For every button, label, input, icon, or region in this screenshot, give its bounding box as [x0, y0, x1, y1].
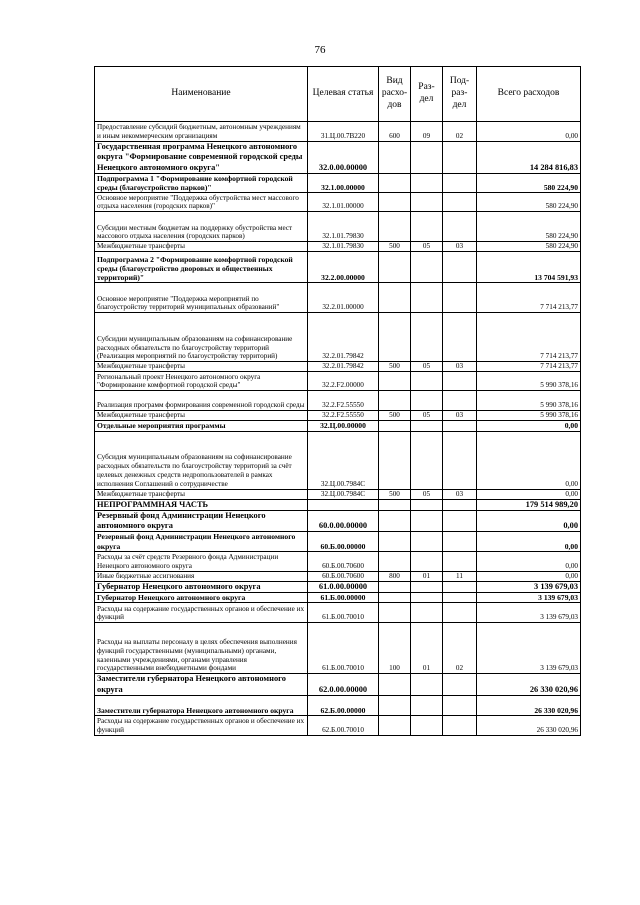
row-vid-cell: [379, 252, 411, 283]
row-razdel-cell: [411, 532, 443, 552]
row-podrazdel-cell: [443, 715, 477, 735]
row-razdel-cell: [411, 551, 443, 571]
table-row: [95, 411, 581, 421]
row-vid-cell: [379, 421, 411, 431]
row-name-cell: Подпрограмма 1 "Формирование комфортной городской среды (благоустройство парков)": [95, 173, 308, 193]
row-code-cell: 32.2.01.79842: [308, 313, 379, 362]
row-total-cell: 7 714 213,77: [477, 313, 581, 362]
row-vid-cell: 500: [379, 242, 411, 252]
row-podrazdel-cell: 03: [443, 362, 477, 372]
table-row: [95, 252, 581, 283]
row-vid-cell: [379, 391, 411, 411]
row-total-cell: 3 139 679,03: [477, 623, 581, 674]
row-total-cell: 26 330 020,96: [477, 715, 581, 735]
row-podrazdel-cell: [443, 532, 477, 552]
row-code-cell: 32.Ц.00.7984С: [308, 489, 379, 499]
row-total-cell: 5 990 378,16: [477, 411, 581, 421]
row-razdel-cell: 01: [411, 623, 443, 674]
row-name-cell: Заместители губернатора Ненецкого автономного округа: [95, 674, 308, 696]
row-podrazdel-cell: [443, 142, 477, 174]
row-razdel-cell: [411, 372, 443, 391]
row-code-cell: 32.1.01.00000: [308, 193, 379, 212]
row-code-cell: 60.Б.00.00000: [308, 532, 379, 552]
table-row: [95, 551, 581, 571]
row-podrazdel-cell: 03: [443, 411, 477, 421]
row-name-cell: Расходы за счёт средств Резервного фонда Администрации Ненецкого автономного округа: [95, 551, 308, 571]
header-razdel: Раз-дел: [411, 67, 443, 122]
row-podrazdel-cell: 03: [443, 489, 477, 499]
table-row: [95, 623, 581, 674]
header-code: Целевая статья: [308, 67, 379, 122]
row-razdel-cell: [411, 212, 443, 242]
row-podrazdel-cell: [443, 551, 477, 571]
row-name-cell: Расходы на содержание государственных органов и обеспечение их функций: [95, 715, 308, 735]
row-total-cell: 0,00: [477, 489, 581, 499]
table-row: [95, 372, 581, 391]
row-name-cell: Региональный проект Ненецкого автономного округа "Формирование комфортной городской среды": [95, 372, 308, 391]
table-row: [95, 313, 581, 362]
header-vid: Вид расхо-дов: [379, 67, 411, 122]
row-name-cell: Субсидия муниципальным образованиям на софинансирование расходных обязательств по благоустройству территорий за счёт целевых денежных средств недропользователей в рамках исполнения Соглашений о сотрудничестве: [95, 431, 308, 489]
row-total-cell: 3 139 679,03: [477, 593, 581, 603]
row-podrazdel-cell: [443, 193, 477, 212]
row-vid-cell: [379, 581, 411, 592]
row-razdel-cell: 01: [411, 571, 443, 581]
row-razdel-cell: [411, 499, 443, 510]
row-vid-cell: [379, 283, 411, 313]
row-podrazdel-cell: [443, 603, 477, 623]
row-razdel-cell: [411, 593, 443, 603]
row-total-cell: 0,00: [477, 122, 581, 142]
row-razdel-cell: 05: [411, 411, 443, 421]
page-number: 76: [314, 44, 326, 56]
row-code-cell: 32.1.01.79830: [308, 212, 379, 242]
table-row: [95, 122, 581, 142]
row-total-cell: 26 330 020,96: [477, 674, 581, 696]
row-name-cell: Подпрограмма 2 "Формирование комфортной городской среды (благоустройство дворовых и общественных территорий)": [95, 252, 308, 283]
row-code-cell: [308, 499, 379, 510]
row-vid-cell: [379, 173, 411, 193]
row-name-cell: Отдельные мероприятия программы: [95, 421, 308, 431]
row-total-cell: 5 990 378,16: [477, 372, 581, 391]
row-total-cell: 0,00: [477, 431, 581, 489]
row-vid-cell: [379, 212, 411, 242]
row-podrazdel-cell: [443, 695, 477, 715]
row-vid-cell: [379, 695, 411, 715]
row-razdel-cell: [411, 391, 443, 411]
table-row: [95, 362, 581, 372]
row-razdel-cell: [411, 252, 443, 283]
row-total-cell: 14 284 816,83: [477, 142, 581, 174]
row-vid-cell: [379, 313, 411, 362]
row-vid-cell: [379, 499, 411, 510]
row-code-cell: 62.Б.00.00000: [308, 695, 379, 715]
row-total-cell: 3 139 679,03: [477, 581, 581, 592]
row-name-cell: Субсидии местным бюджетам на поддержку обустройства мест массового отдыха населения (городских парков): [95, 212, 308, 242]
table-row: [95, 212, 581, 242]
row-code-cell: 60.Б.00.70600: [308, 551, 379, 571]
row-code-cell: 31.Ц.00.7В220: [308, 122, 379, 142]
row-total-cell: 0,00: [477, 571, 581, 581]
row-name-cell: Реализация программ формирования современной городской среды: [95, 391, 308, 411]
row-vid-cell: [379, 593, 411, 603]
row-vid-cell: 100: [379, 623, 411, 674]
row-podrazdel-cell: [443, 593, 477, 603]
row-podrazdel-cell: [443, 252, 477, 283]
row-name-cell: Основное мероприятие "Поддержка мероприятий по благоустройству территорий муниципальных образований": [95, 283, 308, 313]
row-total-cell: 7 714 213,77: [477, 283, 581, 313]
row-podrazdel-cell: 02: [443, 623, 477, 674]
row-name-cell: Межбюджетные трансферты: [95, 489, 308, 499]
row-code-cell: 61.Б.00.70010: [308, 603, 379, 623]
table-row: [95, 142, 581, 174]
table-row: [95, 581, 581, 592]
row-razdel-cell: [411, 715, 443, 735]
row-vid-cell: [379, 551, 411, 571]
row-code-cell: 61.0.00.00000: [308, 581, 379, 592]
header-name: Наименование: [95, 67, 308, 122]
row-name-cell: Резервный фонд Администрации Ненецкого автономного округа: [95, 532, 308, 552]
row-vid-cell: [379, 603, 411, 623]
row-code-cell: 32.1.00.00000: [308, 173, 379, 193]
row-vid-cell: [379, 431, 411, 489]
row-vid-cell: [379, 674, 411, 696]
row-total-cell: 0,00: [477, 551, 581, 571]
row-total-cell: 26 330 020,96: [477, 695, 581, 715]
row-name-cell: Субсидии муниципальным образованиям на софинансирование расходных обязательств по благоустройству территорий (Реализация мероприятий по благоустройству территорий): [95, 313, 308, 362]
row-podrazdel-cell: [443, 391, 477, 411]
row-code-cell: 32.0.00.00000: [308, 142, 379, 174]
row-vid-cell: 500: [379, 489, 411, 499]
row-razdel-cell: [411, 173, 443, 193]
table-row: [95, 242, 581, 252]
row-name-cell: Расходы на выплаты персоналу в целях обеспечения выполнения функций государственными (муниципальными) органами, казенными учреждениями, органами управления государственными внебюджетными фондами: [95, 623, 308, 674]
row-podrazdel-cell: 11: [443, 571, 477, 581]
row-total-cell: 7 714 213,77: [477, 362, 581, 372]
header-total: Всего расходов: [477, 67, 581, 122]
table-row: [95, 674, 581, 696]
row-vid-cell: [379, 372, 411, 391]
row-code-cell: 32.2.01.79842: [308, 362, 379, 372]
row-razdel-cell: [411, 193, 443, 212]
row-name-cell: Губернатор Ненецкого автономного округа: [95, 593, 308, 603]
table-row: [95, 695, 581, 715]
table-row: [95, 391, 581, 411]
row-razdel-cell: 09: [411, 122, 443, 142]
table-row: [95, 510, 581, 532]
row-name-cell: НЕПРОГРАММНАЯ ЧАСТЬ: [95, 499, 308, 510]
row-total-cell: 3 139 679,03: [477, 603, 581, 623]
row-name-cell: Иные бюджетные ассигнования: [95, 571, 308, 581]
row-code-cell: 32.2.F2.55550: [308, 411, 379, 421]
row-code-cell: 60.Б.00.70600: [308, 571, 379, 581]
table-row: [95, 593, 581, 603]
row-vid-cell: [379, 510, 411, 532]
table-body: [95, 122, 581, 736]
table-row: [95, 431, 581, 489]
row-name-cell: Межбюджетные трансферты: [95, 242, 308, 252]
row-podrazdel-cell: 03: [443, 242, 477, 252]
row-code-cell: 32.Ц.00.7984С: [308, 431, 379, 489]
row-razdel-cell: [411, 283, 443, 313]
row-podrazdel-cell: [443, 283, 477, 313]
row-vid-cell: [379, 532, 411, 552]
row-code-cell: 61.Б.00.00000: [308, 593, 379, 603]
row-code-cell: 32.2.F2.00000: [308, 372, 379, 391]
table-row: [95, 421, 581, 431]
budget-table: [94, 66, 581, 736]
row-total-cell: 13 704 591,93: [477, 252, 581, 283]
table-row: [95, 499, 581, 510]
row-razdel-cell: [411, 510, 443, 532]
row-vid-cell: [379, 193, 411, 212]
row-total-cell: 179 514 989,20: [477, 499, 581, 510]
row-code-cell: 62.0.00.00000: [308, 674, 379, 696]
table-row: [95, 603, 581, 623]
row-name-cell: Основное мероприятие "Поддержка обустройства мест массового отдыха населения (городских парков)": [95, 193, 308, 212]
row-code-cell: 61.Б.00.70010: [308, 623, 379, 674]
row-code-cell: 60.0.00.00000: [308, 510, 379, 532]
row-razdel-cell: [411, 431, 443, 489]
row-razdel-cell: 05: [411, 362, 443, 372]
row-vid-cell: 500: [379, 362, 411, 372]
row-name-cell: Межбюджетные трансферты: [95, 362, 308, 372]
row-podrazdel-cell: [443, 431, 477, 489]
row-podrazdel-cell: [443, 372, 477, 391]
row-razdel-cell: [411, 674, 443, 696]
row-razdel-cell: [411, 142, 443, 174]
row-podrazdel-cell: [443, 421, 477, 431]
row-podrazdel-cell: [443, 212, 477, 242]
table-row: [95, 571, 581, 581]
table-header-row: [95, 67, 581, 122]
row-podrazdel-cell: [443, 510, 477, 532]
row-code-cell: 32.1.01.79830: [308, 242, 379, 252]
row-total-cell: 580 224,90: [477, 242, 581, 252]
table-row: [95, 173, 581, 193]
row-name-cell: Межбюджетные трансферты: [95, 411, 308, 421]
row-podrazdel-cell: [443, 313, 477, 362]
row-podrazdel-cell: [443, 674, 477, 696]
row-vid-cell: 800: [379, 571, 411, 581]
row-total-cell: 580 224,90: [477, 173, 581, 193]
row-name-cell: Предоставление субсидий бюджетным, автономным учреждениям и иным некоммерческим организациям: [95, 122, 308, 142]
row-razdel-cell: [411, 421, 443, 431]
row-razdel-cell: [411, 695, 443, 715]
table-row: [95, 715, 581, 735]
row-name-cell: Расходы на содержание государственных органов и обеспечение их функций: [95, 603, 308, 623]
row-total-cell: 0,00: [477, 421, 581, 431]
row-total-cell: 580 224,90: [477, 212, 581, 242]
row-name-cell: Резервный фонд Администрации Ненецкого автономного округа: [95, 510, 308, 532]
header-podrazdel: Под-раз-дел: [443, 67, 477, 122]
table-row: [95, 532, 581, 552]
row-vid-cell: [379, 715, 411, 735]
row-name-cell: Государственная программа Ненецкого автономного округа "Формирование современной городской среды Ненецкого автономного округа": [95, 142, 308, 174]
row-code-cell: 32.Ц.00.00000: [308, 421, 379, 431]
row-vid-cell: [379, 142, 411, 174]
table-row: [95, 283, 581, 313]
row-podrazdel-cell: [443, 499, 477, 510]
row-name-cell: Заместители губернатора Ненецкого автономного округа: [95, 695, 308, 715]
row-total-cell: 5 990 378,16: [477, 391, 581, 411]
row-razdel-cell: 05: [411, 489, 443, 499]
row-razdel-cell: [411, 581, 443, 592]
row-razdel-cell: [411, 313, 443, 362]
row-total-cell: 0,00: [477, 532, 581, 552]
row-name-cell: Губернатор Ненецкого автономного округа: [95, 581, 308, 592]
row-vid-cell: 600: [379, 122, 411, 142]
row-podrazdel-cell: 02: [443, 122, 477, 142]
row-podrazdel-cell: [443, 581, 477, 592]
row-total-cell: 580 224,90: [477, 193, 581, 212]
row-total-cell: 0,00: [477, 510, 581, 532]
row-podrazdel-cell: [443, 173, 477, 193]
row-code-cell: 32.2.00.00000: [308, 252, 379, 283]
row-razdel-cell: 05: [411, 242, 443, 252]
table-row: [95, 489, 581, 499]
row-vid-cell: 500: [379, 411, 411, 421]
table-row: [95, 193, 581, 212]
row-code-cell: 32.2.01.00000: [308, 283, 379, 313]
row-code-cell: 62.Б.00.70010: [308, 715, 379, 735]
row-razdel-cell: [411, 603, 443, 623]
row-code-cell: 32.2.F2.55550: [308, 391, 379, 411]
